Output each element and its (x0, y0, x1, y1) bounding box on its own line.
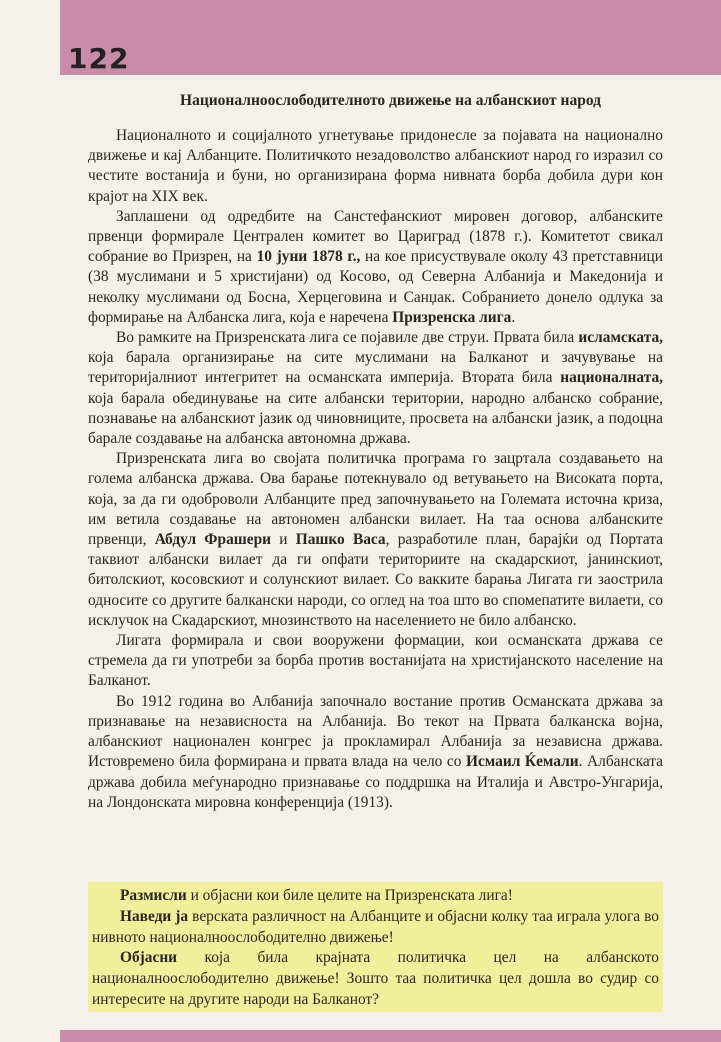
paragraph-4: Призренската лига во својата политичка програма го зацртала создавањето на голема албанска држава. Ова барање потекнувало од ветувањето на Високата порта, која, за да ги одоброволи Албанците пред започнувањето на Големата источна криза, им ветила создавање на автономен албански вилает. На таа основа албанските првенци, Абдул Фрашери и Пашко Васа, разработиле план, барајќи од Портата таквиот албански вилает да ги опфати териториите на скадарскиот, јанинскиот, битолскиот, косовскиот и солунскиот вилает. Со вакките барања Лигата ги заострила односите со другите балкански народи, со оглед на тоа што во спомепатите вилаети, со исклучок на Скадарскиот, мнозинството на населението не било албанско. (88, 450, 663, 629)
questions-box (88, 882, 663, 1012)
question-2: Наведи ја верската различност на Албанците и објасни колку таа играла улога во нивното националноослободително движење! (92, 907, 659, 946)
question-1: Размисли и објасни кои биле целите на Призренската лига! (120, 887, 513, 904)
paragraph-2: Заплашени од одредбите на Санстефанскиот мировен договор, албанските првенци формирале Централен комитет во Цариград (1878 г.). Комитетот свикал собрание во Призрен, на 10 јуни 1878 г., на кое присуствувале околу 43 претставници (38 муслимани и 5 христијани) од Косово, од Северна Албанија и Македонија и неколку муслимани од Босна, Херцеговина и Санџак. Собранието донело одлука за формирање на Албанска лига, која е наречена Призренска лига. (88, 207, 663, 326)
national-current-emphasis: националната, (560, 369, 663, 387)
date-emphasis: 10 јуни 1878 г., (256, 248, 361, 266)
paragraph-5: Лигата формирала и свои вооружени формации, кои османската држава се стремела да ги употреби за борба против востанијата на христијанското население на Балканот. (88, 632, 663, 690)
footer-band (60, 1030, 721, 1042)
person-name-emphasis: Исмаил Ќемали (465, 753, 579, 771)
question-3: Објасни која била крајната политичка цел на албанското националноослободително движење! Зошто таа политичка цел дошла во судир со интересите на другите народи на Балканот? (92, 949, 659, 1008)
paragraph-3: Во рамките на Призренската лига се појавиле две струи. Првата била исламската, која барала организирање на сите муслимани на Балканот и зачувување на територијалниот интегритет на османската империја. Втората била националната, која барала обединување на сите албански територии, народно албанско собрание, познавање на албанскиот јазик од чиновниците, просвета на албански јазик, а подоцна барале создавање на албанска автономна држава. (88, 329, 663, 448)
islamic-current-emphasis: исламската, (578, 329, 663, 347)
page-number: 122 (68, 42, 130, 75)
person-name-emphasis: Абдул Фрашери (154, 531, 272, 549)
header-band (60, 0, 721, 75)
article-body (88, 126, 663, 813)
person-name-emphasis: Пашко Васа (295, 531, 386, 549)
paragraph-6: Во 1912 година во Албанија започнало востание против Османската држава за признавање на независноста на Албанија. Во текот на Првата балканска војна, албанскиот национален конгрес ја прокламирал Албанија за независна држава. Истовремено била формирана и првата влада на чело со Исмаил Ќемали. Албанската држава добила меѓународно признавање со поддршка на Италија и Австро-Унгарија, на Лондонската мировна конференција (1913). (88, 692, 663, 811)
league-name-emphasis: Призренска лига (392, 308, 512, 326)
page-title: Националноослободителното движење на албанскиот народ (180, 92, 601, 109)
paragraph-1: Националното и социјалното угнетување придонесле за појавата на национално движење и кај Албанците. Политичкото незадоволство албанскиот народ го изразил со честите востанија и буни, но организирана форма нивната борба добила дури кон крајот на XIX век. (88, 127, 663, 205)
